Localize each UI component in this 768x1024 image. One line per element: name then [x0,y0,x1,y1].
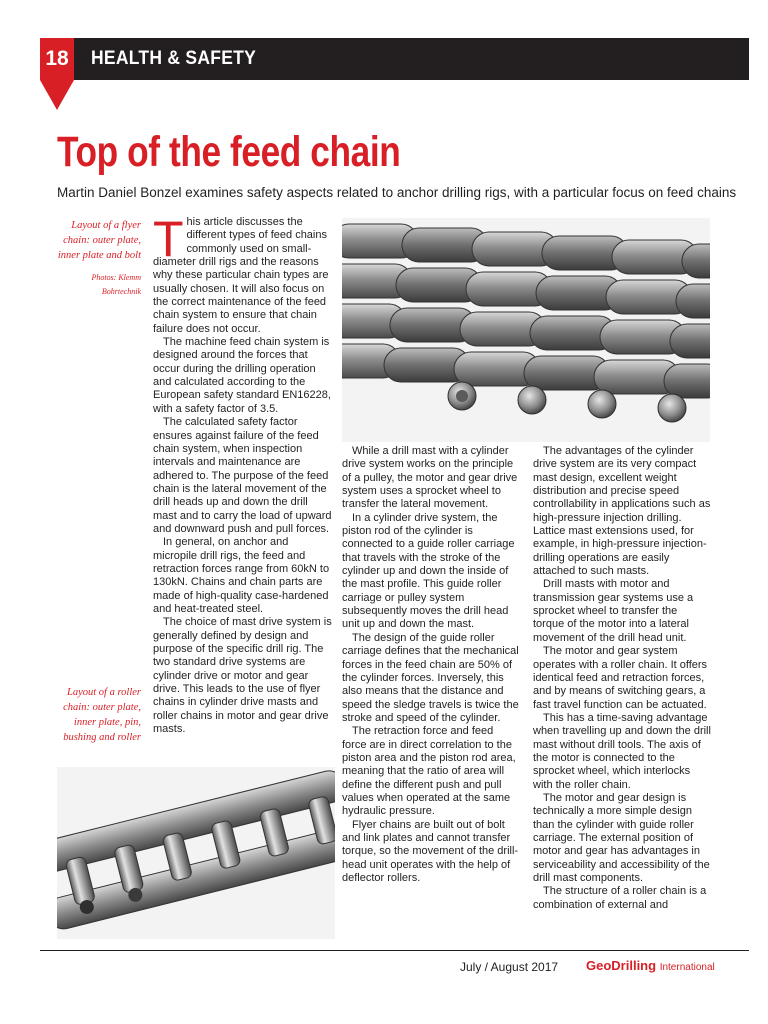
col1-paragraph-text: his article discusses the different types of feed chains commonly used on small-diameter drill rigs and the reasons why these particular chain types are usually chosen. It will also focus on the correct maintenance of the feed chain system to ensure that chain failure does not occur. [153,216,329,335]
article-column-1 [153,211,332,736]
brand-sub: International [659,962,715,973]
page-number: 18 [45,47,69,70]
roller-chain-photo [57,767,335,939]
flyer-chain-photo [342,218,710,442]
col1-paragraph: The calculated safety factor ensures against failure of the feed chain system, when inspection intervals and maintenance are adhered to. The purpose of the feed chain is the lateral movement of the drill heads up and down the drill mast and to carry the load of upward and downward push and pull forces. [153,416,332,535]
col3-paragraph: The motor and gear system operates with a roller chain. It offers identical feed and retraction forces, and by means of switching gears, a fast travel function can be actuated. [533,645,708,711]
issue-date: July / August 2017 [460,960,559,974]
article-standfirst: Martin Daniel Bonzel examines safety aspects related to anchor drilling rigs, with a particular focus on feed chains [57,185,737,200]
col2-paragraph: The retraction force and feed force are in direct correlation to the piston area and the piston rod area, meaning that the ratio of area will define the different push and pull values when operated at the same hydraulic pressure. [342,725,516,818]
col1-paragraph: The machine feed chain system is designed around the forces that occur during the drilling operation and calculated according to the European safety standard EN16228, with a safety factor of 3.5. [153,336,331,415]
col3-paragraph: Drill masts with motor and transmission gear systems use a sprocket wheel to transfer the torque of the motor into a lateral movement of the drill head unit. [533,578,694,644]
article-title: Top of the feed chain [57,128,401,176]
article-column-3 [533,445,711,912]
publication-logo [586,958,715,973]
col3-paragraph: The advantages of the cylinder drive system are its very compact mast design, excellent weight distribution and precise speed controllability in applications such as high-pressure injection drilling. Lattice mast extensions used, for example, in high-pressure injection-drilling operations are easily attached to such masts. [533,445,711,578]
col1-paragraph: In general, on anchor and micropile drill rigs, the feed and retraction forces range from 60kN to 130kN. Chains and chain parts are made of high-quality case-hardened and heat-treated steel. [153,536,330,615]
roller-chain-illustration [57,767,335,939]
brand-main: GeoDrilling [586,958,657,973]
col2-paragraph: The design of the guide roller carriage defines that the mechanical forces in the feed chain are 50% of the cylinder forces. Inversely, this also means that the distance and speed the sledge travels is twice the stroke and speed of the cylinder. [342,631,519,724]
photo-caption-roller-chain: Layout of a roller chain: outer plate, inner plate, pin, bushing and roller [63,687,141,743]
section-title: HEALTH & SAFETY [91,48,257,69]
drop-cap: T [153,211,184,267]
col1-paragraph: The choice of mast drive system is generally defined by design and purpose of the specific drill rig. The two standard drive systems are cylinder drive or motor and gear drive. This leads to the use of flyer chains in cylinder drive masts and roller chains in motor and gear drive masts. [153,616,332,736]
article-column-2 [342,445,520,885]
col2-paragraph: In a cylinder drive system, the piston rod of the cylinder is connected to a guide roller carriage that travels with the stroke of the cylinder up and down the inside of the mast profile. This guide roller carriage or pulley system subsequently moves the drill head unit up and down the mast. [342,511,515,631]
col3-paragraph: This has a time-saving advantage when travelling up and down the drill mast without drill tools. The axis of the motor is connected to the sprocket wheel, which interlocks with the roller chain. [533,711,711,791]
col3-paragraph: The structure of a roller chain is a combination of external and [533,885,707,911]
photo-credit: Photos: Klemm Bohrtechnik [91,273,141,296]
col2-paragraph: While a drill mast with a cylinder drive system works on the principle of a pulley, the motor and gear drive system uses a sprocket wheel to transfer the lateral movement. [342,445,518,511]
flyer-chain-illustration [342,218,710,442]
page-number-tab-point [40,80,74,110]
col2-paragraph: Flyer chains are built out of bolt and link plates and cannot transfer torque, so the movement of the drill-head unit operates with the help of deflector rollers. [342,818,519,884]
footer-rule [40,950,749,951]
col1-paragraph [153,211,332,336]
photo-caption-flyer-chain: Layout of a flyer chain: outer plate, inner plate and bolt [57,220,141,261]
col3-paragraph: The motor and gear design is technically a more simple design than the cylinder with guide roller carriage. The external position of motor and gear has advantages in serviceability and accessibility of the drill mast components. [533,791,710,884]
